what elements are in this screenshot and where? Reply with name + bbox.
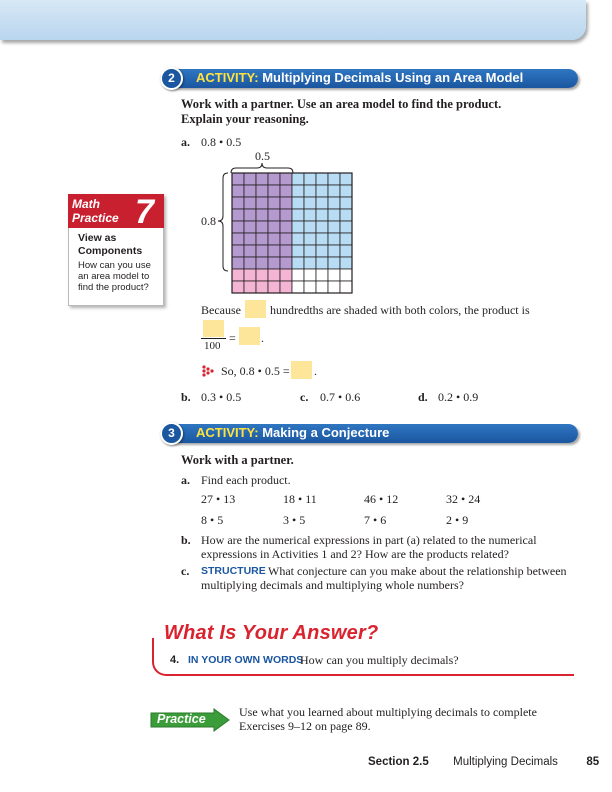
- grid-cell: [340, 257, 352, 269]
- area-model-side-brace: [217, 172, 229, 272]
- area-model-top-label: 0.5: [255, 149, 270, 163]
- grid-cell: [268, 233, 280, 245]
- act3-part-b-label: b.: [181, 533, 191, 547]
- grid-cell: [340, 245, 352, 257]
- grid-cell: [232, 209, 244, 221]
- part-b-expression: 0.3 • 0.5: [201, 390, 242, 404]
- grid-cell: [268, 221, 280, 233]
- grid-cell: [256, 185, 268, 197]
- act3-part-c-label: c.: [181, 564, 190, 578]
- answer-heading: What Is Your Answer?: [160, 622, 382, 645]
- part-d-label: d.: [418, 390, 428, 404]
- grid-cell: [304, 245, 316, 257]
- grid-cell: [232, 221, 244, 233]
- grid-cell: [268, 269, 280, 281]
- grid-cell: [316, 281, 328, 293]
- grid-cell: [340, 269, 352, 281]
- grid-cell: [328, 197, 340, 209]
- because-text-pre: Because: [201, 303, 241, 317]
- act3-part-c-line1: What conjecture can you make about the relationship between: [268, 564, 567, 578]
- math-practice-question-1: How can you use: [78, 260, 151, 271]
- page-footer: [368, 756, 599, 768]
- grid-cell: [304, 257, 316, 269]
- grid-cell: [268, 281, 280, 293]
- grid-cell: [316, 173, 328, 185]
- act3-part-a-text: Find each product.: [201, 473, 291, 487]
- activity-3-title: Making a Conjecture: [262, 425, 390, 440]
- part-a-expression: 0.8 • 0.5: [201, 135, 242, 149]
- grid-cell: [232, 233, 244, 245]
- question-4-text: How can you multiply decimals?: [300, 653, 459, 667]
- grid-cell: [232, 185, 244, 197]
- act3-part-a-label: a.: [181, 473, 190, 487]
- grid-cell: [256, 269, 268, 281]
- grid-cell: [292, 173, 304, 185]
- because-answer-box[interactable]: [245, 300, 266, 318]
- grid-cell: [244, 185, 256, 197]
- math-practice-subtitle-2: Components: [78, 245, 143, 257]
- math-practice-subtitle-1: View as: [78, 232, 117, 244]
- question-4-keyword: IN YOUR OWN WORDS: [188, 654, 304, 666]
- math-practice-question-3: find the product?: [78, 282, 149, 293]
- grid-cell: [244, 233, 256, 245]
- grid-cell: [232, 245, 244, 257]
- grid-cell: [340, 185, 352, 197]
- math-practice-line2: Practice: [72, 211, 119, 225]
- product-2: 18 • 11: [283, 492, 317, 506]
- activity-3-header: [160, 424, 578, 443]
- grid-cell: [244, 281, 256, 293]
- grid-cell: [316, 233, 328, 245]
- so-text: So, 0.8 • 0.5 =: [221, 364, 290, 378]
- footer-title: Multiplying Decimals: [453, 756, 558, 768]
- activity-3-keyword: ACTIVITY:: [196, 425, 259, 440]
- grid-cell: [244, 257, 256, 269]
- activity-2-keyword: ACTIVITY:: [196, 70, 259, 85]
- because-text-post: hundredths are shaded with both colors, the product is: [270, 303, 530, 317]
- grid-cell: [304, 185, 316, 197]
- product-6: 3 • 5: [283, 513, 306, 527]
- activity-2-instruction-1: Work with a partner. Use an area model to find the product.: [181, 97, 502, 111]
- fraction-equals: =: [229, 331, 236, 345]
- grid-cell: [316, 245, 328, 257]
- top-banner: [0, 0, 586, 40]
- grid-cell: [232, 173, 244, 185]
- math-practice-line1: Math: [72, 197, 100, 211]
- grid-cell: [268, 185, 280, 197]
- math-practice-question-2: an area model to: [78, 271, 150, 282]
- part-b-label: b.: [181, 390, 191, 404]
- footer-section: Section 2.5: [368, 756, 429, 768]
- practice-label: Practice: [157, 712, 206, 726]
- fraction-numerator-box[interactable]: [203, 320, 224, 337]
- grid-cell: [328, 209, 340, 221]
- product-7: 7 • 6: [364, 513, 387, 527]
- grid-cell: [304, 197, 316, 209]
- fraction-answer-box[interactable]: [239, 327, 260, 345]
- question-4-label: 4.: [170, 654, 180, 666]
- grid-cell: [340, 173, 352, 185]
- grid-cell: [244, 173, 256, 185]
- grid-cell: [280, 269, 292, 281]
- part-d-expression: 0.2 • 0.9: [438, 390, 479, 404]
- product-1: 27 • 13: [201, 492, 236, 506]
- structure-keyword: STRUCTURE: [201, 565, 266, 577]
- grid-cell: [256, 245, 268, 257]
- grid-cell: [328, 245, 340, 257]
- grid-cell: [280, 281, 292, 293]
- grid-cell: [328, 173, 340, 185]
- grid-cell: [232, 281, 244, 293]
- grid-cell: [268, 257, 280, 269]
- grid-cell: [268, 245, 280, 257]
- activity-2-title: Multiplying Decimals Using an Area Model: [262, 70, 524, 85]
- grid-cell: [256, 257, 268, 269]
- grid-cell: [256, 233, 268, 245]
- grid-cell: [316, 197, 328, 209]
- grid-cell: [256, 281, 268, 293]
- grid-cell: [316, 221, 328, 233]
- act3-part-b-line2: expressions in Activities 1 and 2? How are the products related?: [201, 547, 509, 561]
- area-model-side-label: 0.8: [201, 214, 216, 228]
- fraction-denominator: 100: [204, 340, 221, 352]
- product-4: 32 • 24: [446, 492, 481, 506]
- grid-cell: [340, 209, 352, 221]
- grid-cell: [304, 269, 316, 281]
- grid-cell: [292, 245, 304, 257]
- area-model-grid: [231, 172, 355, 296]
- grid-cell: [340, 281, 352, 293]
- math-practice-number: 7: [135, 193, 154, 231]
- grid-cell: [280, 245, 292, 257]
- grid-cell: [244, 269, 256, 281]
- page-number: 85: [586, 756, 600, 768]
- grid-cell: [328, 221, 340, 233]
- grid-cell: [316, 209, 328, 221]
- grid-cell: [328, 281, 340, 293]
- part-c-expression: 0.7 • 0.6: [320, 390, 361, 404]
- grid-cell: [340, 233, 352, 245]
- part-a-label: a.: [181, 135, 190, 149]
- grid-cell: [304, 209, 316, 221]
- grid-cell: [232, 257, 244, 269]
- product-3: 46 • 12: [364, 492, 399, 506]
- product-5: 8 • 5: [201, 513, 224, 527]
- grid-cell: [304, 173, 316, 185]
- grid-cell: [280, 233, 292, 245]
- grid-cell: [268, 197, 280, 209]
- grid-cell: [232, 197, 244, 209]
- act3-part-b-line1: How are the numerical expressions in part (a) related to the numerical: [201, 533, 537, 547]
- part-c-label: c.: [300, 390, 309, 404]
- grid-cell: [280, 197, 292, 209]
- grid-cell: [328, 185, 340, 197]
- grid-cell: [232, 269, 244, 281]
- practice-line1: Use what you learned about multiplying decimals to complete: [239, 705, 537, 719]
- activity-2-number: 2: [160, 67, 183, 90]
- so-period: .: [314, 364, 317, 378]
- grid-cell: [268, 209, 280, 221]
- grid-cell: [292, 233, 304, 245]
- grid-cell: [316, 185, 328, 197]
- grid-cell: [292, 269, 304, 281]
- grid-cell: [328, 233, 340, 245]
- product-8: 2 • 9: [446, 513, 469, 527]
- grid-cell: [316, 257, 328, 269]
- grid-cell: [280, 185, 292, 197]
- grid-cell: [244, 245, 256, 257]
- grid-cell: [244, 221, 256, 233]
- grid-cell: [316, 269, 328, 281]
- grid-cell: [280, 173, 292, 185]
- grid-cell: [256, 209, 268, 221]
- grid-cell: [340, 221, 352, 233]
- fraction-period: .: [261, 331, 264, 345]
- grid-cell: [292, 209, 304, 221]
- dot-triangle-icon: [202, 365, 214, 377]
- activity-3-instruction: Work with a partner.: [181, 453, 294, 467]
- activity-2-instruction-2: Explain your reasoning.: [181, 112, 309, 126]
- grid-cell: [304, 233, 316, 245]
- grid-cell: [280, 221, 292, 233]
- grid-cell: [304, 221, 316, 233]
- grid-cell: [340, 197, 352, 209]
- grid-cell: [256, 173, 268, 185]
- grid-cell: [256, 197, 268, 209]
- practice-line2: Exercises 9–12 on page 89.: [239, 719, 371, 733]
- grid-cell: [292, 197, 304, 209]
- grid-cell: [280, 209, 292, 221]
- activity-3-number: 3: [160, 422, 183, 445]
- grid-cell: [280, 257, 292, 269]
- grid-cell: [244, 209, 256, 221]
- act3-part-c-line2: multiplying decimals and multiplying whole numbers?: [201, 578, 464, 592]
- grid-cell: [292, 281, 304, 293]
- grid-cell: [256, 221, 268, 233]
- grid-cell: [304, 281, 316, 293]
- grid-cell: [328, 257, 340, 269]
- grid-cell: [292, 185, 304, 197]
- activity-2-header: [160, 69, 578, 88]
- grid-cell: [268, 173, 280, 185]
- grid-cell: [244, 197, 256, 209]
- grid-cell: [328, 269, 340, 281]
- grid-cell: [292, 221, 304, 233]
- so-answer-box[interactable]: [291, 361, 312, 379]
- grid-cell: [292, 257, 304, 269]
